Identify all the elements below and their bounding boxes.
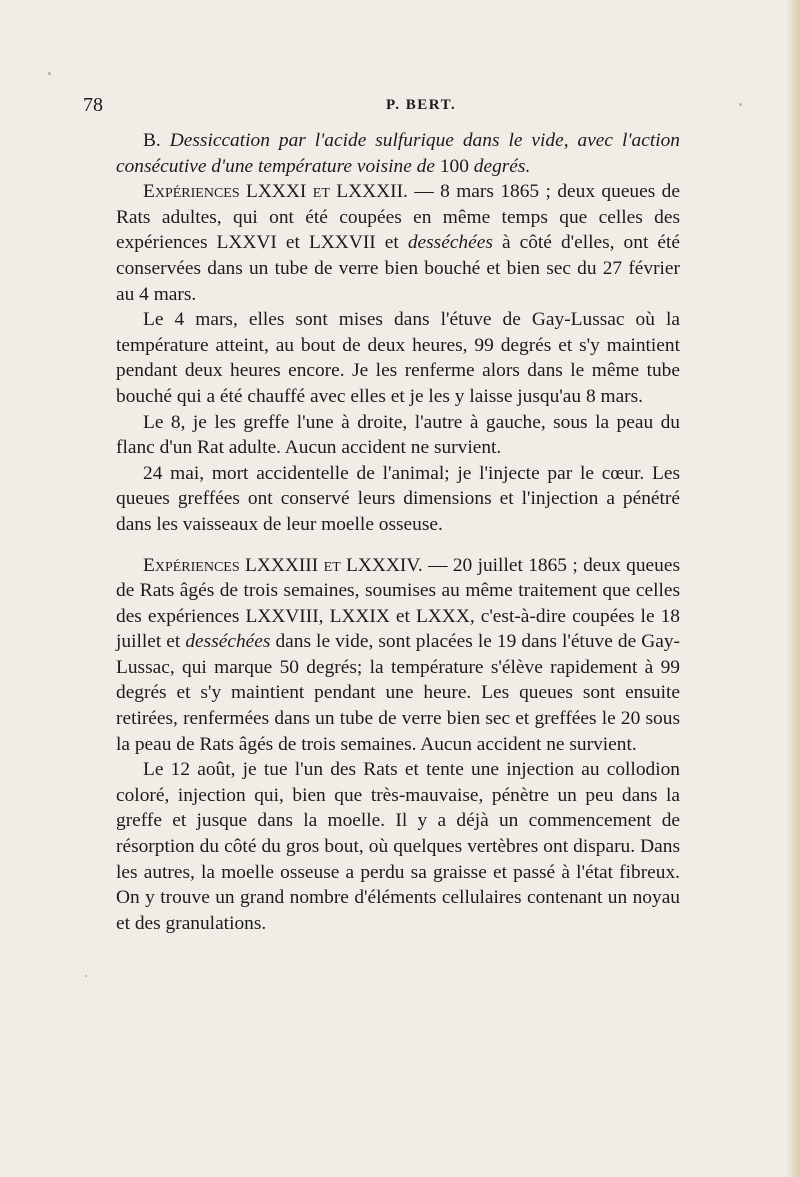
paragraph-4: 24 mai, mort accidentelle de l'animal; je l'injecte par le cœur. Les queues greffées ont conservé leurs dimensions et l'injection a pénétré dans les vaisseaux de leur moelle osseuse. bbox=[116, 462, 680, 535]
paragraph-2: Le 4 mars, elles sont mises dans l'étuve de Gay-Lussac où la température atteint, au bout de deux heures, 99 degrés et s'y maintient pendant deux heures encore. Je les renferme alors dans le même tube bouché qui a été chauffé avec elles et je les y laisse jusqu'au 8 mars. bbox=[116, 309, 680, 407]
paper-speck bbox=[48, 72, 51, 75]
paragraph-5-text-a: — 20 juillet 1865 ; deux queues de Rats âgés de trois semaines, soumises au même traitement que celles des expériences LXXVIII, LXXIX et LXXX, c'est-à-dire coupées le 18 juillet et bbox=[116, 554, 680, 653]
running-head: P. BERT. bbox=[386, 97, 457, 113]
experiment-heading: Expériences LXXXIII et LXXXIV. bbox=[143, 554, 423, 576]
page-edge bbox=[786, 0, 800, 1177]
section-title-part-3: degrés. bbox=[473, 155, 531, 177]
paragraph-1-text-a: — 8 mars 1865 ; deux queues de Rats adultes, qui ont été coupées en même temps que celles des expériences LXXVI et LXXVII et bbox=[116, 181, 680, 254]
section-heading bbox=[116, 128, 680, 179]
section-title-number: 100 bbox=[439, 155, 469, 177]
paragraph-3: Le 8, je les greffe l'une à droite, l'autre à gauche, sous la peau du flanc d'un Rat adulte. Aucun accident ne survient. bbox=[116, 411, 680, 459]
section-label: B. bbox=[143, 130, 161, 151]
paper-speck bbox=[739, 103, 742, 106]
paragraph-1 bbox=[116, 179, 680, 307]
paragraph-1-italic: desséchées bbox=[407, 232, 493, 254]
paragraph-6: Le 12 août, je tue l'un des Rats et tente une injection au collodion coloré, injection qui, bien que très-mauvaise, pénètre un peu dans la greffe et jusque dans la moelle. Il y a déjà un commencement de résorption du côté du gros bout, où quelques vertèbres ont disparu. Dans les autres, la moelle osseuse a perdu sa graisse et passé à l'état fibreux. On y trouve un grand nombre d'éléments cellulaires contenant un noyau et des granulations. bbox=[116, 759, 680, 934]
experiment-heading: Expériences LXXXI et LXXXII. bbox=[143, 181, 408, 203]
page-number: 78 bbox=[83, 94, 103, 116]
paragraph-5-text-b: dans le vide, sont placées le 19 dans l'étuve de Gay-Lussac, qui marque 50 degrés; la température s'élève rapidement à 99 degrés et s'y maintient pendant une heure. Les queues sont ensuite retirées, renfermées dans un tube de verre bien sec et greffées le 20 sous la peau de Rats âgés de trois semaines. Aucun accident ne survient. bbox=[116, 631, 680, 755]
body-text bbox=[116, 128, 680, 936]
paragraph-5-italic: desséchées bbox=[185, 631, 271, 653]
page-header bbox=[83, 92, 683, 118]
paragraph-5 bbox=[116, 553, 680, 758]
paragraph-1-text-b: à côté d'elles, ont été conservées dans un tube de verre bien bouché et bien sec du 27 février au 4 mars. bbox=[116, 232, 680, 305]
section-title-part-1: Dessiccation par l'acide sulfurique dans le vide, avec l'action bbox=[169, 130, 680, 151]
section-title-part-2: consécutive d'une température voisine de bbox=[116, 155, 435, 177]
paper-speck bbox=[85, 975, 87, 977]
